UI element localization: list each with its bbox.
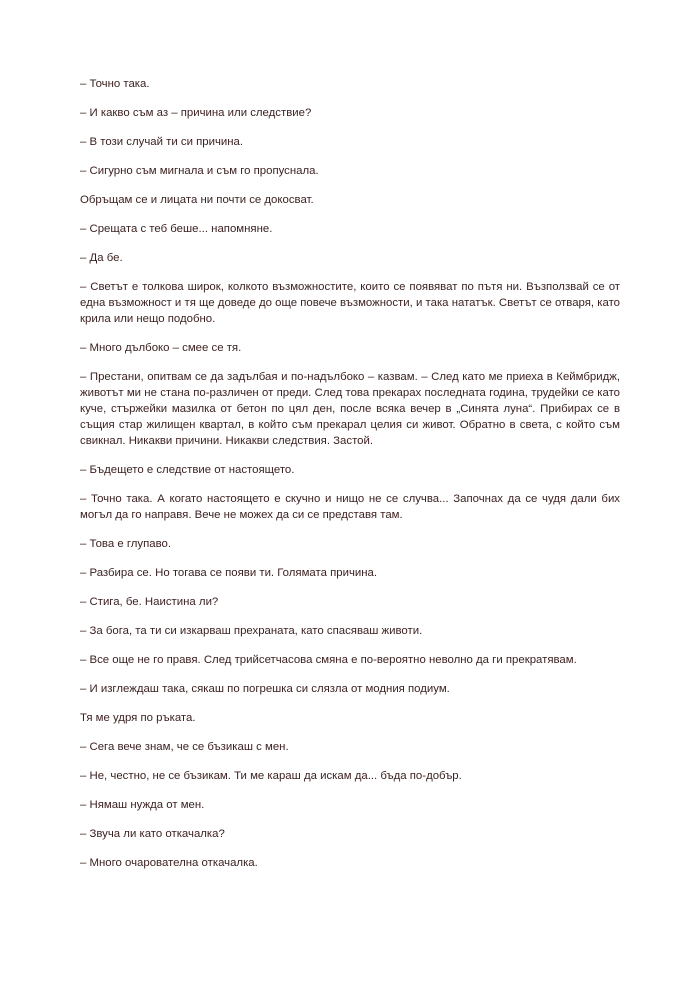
paragraph: – Не, честно, не се бъзикам. Ти ме караш да искам да... бъда по-добър. [80, 770, 462, 782]
paragraph: – Разбира се. Но тогава се появи ти. Голямата причина. [80, 567, 378, 579]
paragraph: – Нямаш нужда от мен. [80, 799, 205, 811]
paragraph: – Сега вече знам, че се бъзикаш с мен. [80, 741, 289, 753]
paragraph: – Много дълбоко – смее се тя. [80, 342, 242, 354]
paragraph: – Светът е толкова широк, колкото възможностите, които се появяват по пътя ни. Възползвай се от една възможност и тя ще доведе до още повече възможности, и така нататък. Светът се отваря, като крила или нещо подобно. [80, 281, 620, 325]
paragraph: – Много очарователна откачалка. [80, 857, 258, 869]
paragraph: – В този случай ти си причина. [80, 136, 244, 148]
paragraph: – Това е глупаво. [80, 538, 171, 550]
paragraph: – Срещата с теб беше... напомняне. [80, 223, 273, 235]
paragraph: Обръщам се и лицата ни почти се докосват. [80, 194, 314, 206]
paragraph: – Все още не го правя. След трийсетчасова смяна е по-вероятно неволно да ги прекратявам. [80, 654, 577, 666]
paragraph: – Престани, опитвам се да задълбая и по-надълбоко – казвам. – След като ме приеха в Кеймбридж, животът ми не стана по-различен от преди. След това прекарах последната година, трудейки се като куче, стържейки мазилка от бетон по цял ден, после всяка вечер в „Синята луна“. Прибирах се в същия стар жилищен квартал, в който съм прекарал целия си живот. Обратно в света, с който съм свикнал. Никакви причини. Никакви следствия. Застой. [80, 371, 620, 447]
paragraph: Тя ме удря по ръката. [80, 712, 196, 724]
document-body [80, 76, 620, 884]
paragraph: – Точно така. [80, 78, 150, 90]
paragraph: – Точно така. А когато настоящето е скучно и нищо не се случва... Започнах да се чудя дали бих могъл да го направя. Вече не можех да си се представя там. [80, 493, 620, 521]
paragraph: – Да бе. [80, 252, 123, 264]
paragraph: – Сигурно съм мигнала и съм го пропуснала. [80, 165, 319, 177]
paragraph: – Бъдещето е следствие от настоящето. [80, 464, 295, 476]
paragraph: – И какво съм аз – причина или следствие? [80, 107, 312, 119]
paragraph: – Стига, бе. Наистина ли? [80, 596, 219, 608]
paragraph: – И изглеждаш така, сякаш по погрешка си слязла от модния подиум. [80, 683, 450, 695]
paragraph: – За бога, та ти си изкарваш прехраната, като спасяваш животи. [80, 625, 423, 637]
paragraph: – Звуча ли като откачалка? [80, 828, 225, 840]
